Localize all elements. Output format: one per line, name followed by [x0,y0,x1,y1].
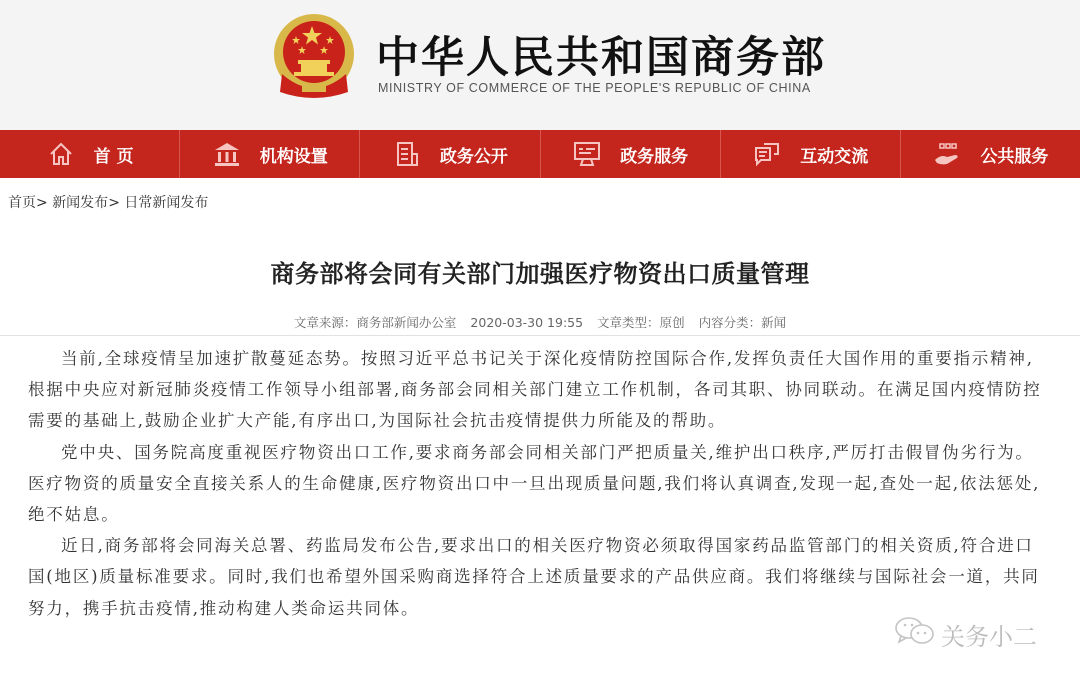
meta-datetime: 2020-03-30 19:55 [470,315,584,330]
national-emblem-icon[interactable] [272,12,356,104]
site-subtitle: MINISTRY OF COMMERCE OF THE PEOPLE'S REPUBLIC OF CHINA [378,81,811,95]
main-nav [0,130,1080,178]
meta-source-label: 文章来源： [293,315,357,330]
monitor-icon [572,139,602,169]
meta-category-value: 新闻 [761,315,787,330]
article-meta [0,313,1080,331]
nav-item-label: 首 页 [93,146,134,167]
document-icon [392,139,422,169]
meta-source [294,315,457,330]
meta-type-label: 文章类型： [597,315,660,330]
meta-category-label: 内容分类： [698,315,762,330]
article-paragraph: 近日,商务部将会同海关总署、药监局发布公告,要求出口的相关医疗物资必须取得国家药品监管部门的相关资质,符合进口国(地区)质量标准要求。同时,我们也希望外国采购商选择符合上述质量要求的产品供应商。我们将继续与国际社会一道，共同努力，携手抗击疫情,推动构建人类命运共同体。 [28,536,1040,618]
watermark-text: 关务小二 [941,622,1037,651]
article-paragraph: 党中央、国务院高度重视医疗物资出口工作,要求商务部会同相关部门严把质量关,维护出口秩序,严厉打击假冒伪劣行为。医疗物资的质量安全直接关系人的生命健康,医疗物资出口中一旦出现质量问题,我们将认真调查,发现一起,查处一起,依法惩处,绝不姑息。 [28,442,1041,525]
chat-icon [752,139,782,169]
nav-item-label: 机构设置 [259,146,328,167]
wechat-watermark [893,614,1037,654]
article-body [28,343,1048,624]
meta-type-value: 原创 [659,315,685,330]
article-paragraph: 当前,全球疫情呈加速扩散蔓延态势。按照习近平总书记关于深化疫情防控国际合作,发挥负责任大国作用的重要指示精神,根据中央应对新冠肺炎疫情工作领导小组部署,商务部会同相关部门建立工作机制，各司其职、协同联动。在满足国内疫情防控需要的基础上,鼓励企业扩大产能,有序出口,为国际社会抗击疫情提供力所能及的帮助。 [28,349,1042,431]
nav-item-public-services[interactable] [901,130,1080,178]
nav-item-interaction[interactable] [721,130,901,178]
article-title: 商务部将会同有关部门加强医疗物资出口质量管理 [270,260,810,288]
nav-item-label: 公共服务 [980,146,1049,167]
nav-item-institutions[interactable] [180,130,360,178]
breadcrumb-daily-news[interactable]: 日常新闻发布 [124,195,209,211]
meta-divider [0,335,1080,336]
breadcrumb-separator: > [36,195,48,211]
breadcrumb [8,192,208,212]
home-icon [46,139,76,169]
institution-building-icon [212,139,242,169]
breadcrumb-home[interactable]: 首页 [8,195,36,211]
breadcrumb-separator: > [108,195,120,211]
meta-type [597,315,685,330]
nav-item-gov-services[interactable] [541,130,721,178]
wechat-icon [893,614,937,654]
nav-item-label: 互动交流 [800,146,869,167]
nav-item-label: 政务服务 [620,146,689,167]
site-title: 中华人民共和国商务部 [376,33,826,83]
nav-item-gov-affairs-disclosure[interactable] [360,130,540,178]
nav-item-label: 政务公开 [439,146,508,167]
meta-category [699,315,787,330]
site-header [0,0,1080,130]
breadcrumb-news-release[interactable]: 新闻发布 [52,195,109,211]
nav-item-home[interactable] [0,130,180,178]
meta-source-value: 商务部新闻办公室 [356,315,457,330]
hand-service-icon [932,139,962,169]
